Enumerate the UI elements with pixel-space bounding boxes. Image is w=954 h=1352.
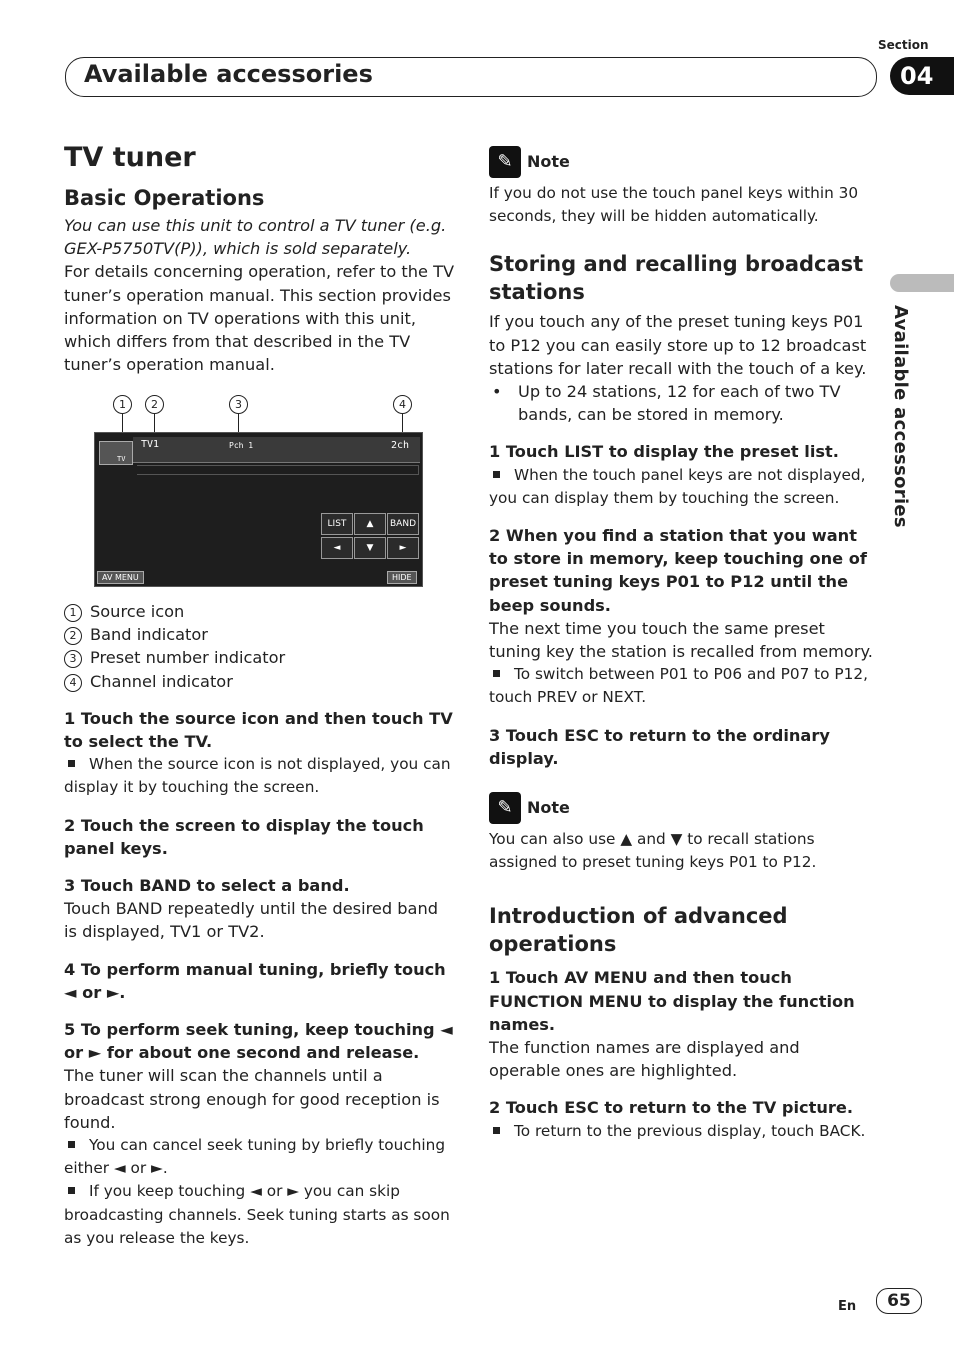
section-number: 04 — [890, 57, 954, 95]
pencil-note-icon: ✎ — [489, 792, 521, 824]
adv-step-2: 2 Touch ESC to return to the TV picture. — [489, 1098, 853, 1118]
step-2: 2 Touch the screen to display the touch panel keys. — [64, 815, 424, 858]
legend-item: 1 Source icon — [64, 600, 456, 623]
down-button: ▼ — [354, 537, 386, 559]
callout-1: 1 — [113, 395, 132, 414]
step-1-note: When the source icon is not displayed, you can display it by touching the screen. — [64, 755, 451, 797]
step-5-body: The tuner will scan the channels until a broadcast strong enough for good reception is found. — [64, 1066, 440, 1132]
intro-italic: You can use this unit to control a TV tuner (e.g. GEX-P5750TV(P)), which is sold separately. — [64, 216, 447, 259]
adv-step-1-body: The function names are displayed and operable ones are highlighted. — [489, 1038, 800, 1081]
step-5-note-2: If you keep touching ◄ or ► you can skip broadcasting channels. Seek tuning starts as soon as you release the keys. — [64, 1182, 450, 1247]
left-button: ◄ — [321, 537, 353, 559]
callout-4: 4 — [393, 395, 412, 414]
store-step-3: 3 Touch ESC to return to the ordinary display. — [489, 725, 830, 768]
figure-top-bar — [133, 437, 420, 463]
storing-bullet: • Up to 24 stations, 12 for each of two TV bands, can be stored in memory. — [492, 382, 841, 425]
page-number: 65 — [876, 1288, 922, 1314]
legend-item: 4 Channel indicator — [64, 670, 456, 693]
preset-indicator: Pch 1 — [229, 441, 254, 450]
channel-indicator: 2ch — [391, 440, 410, 451]
tv-tuner-title: TV tuner — [64, 142, 196, 173]
step-4: 4 To perform manual tuning, briefly touch ◄ or ►. — [64, 959, 446, 1002]
callout-3: 3 — [229, 395, 248, 414]
storing-heading: Storing and recalling broadcast stations — [489, 252, 864, 305]
note-2-text: You can also use ▲ and ▼ to recall stations assigned to preset tuning keys P01 to P12. — [489, 830, 817, 872]
source-label: TV — [117, 455, 126, 463]
advanced-heading: Introduction of advanced operations — [489, 904, 788, 957]
adv-step-1: 1 Touch AV MENU and then touch FUNCTION MENU to display the function names. — [489, 968, 855, 1034]
tv-screen-figure — [94, 432, 423, 587]
section-label: Section — [878, 38, 929, 52]
list-button: LIST — [321, 513, 353, 535]
right-button: ► — [387, 537, 419, 559]
step-5-note-1: You can cancel seek tuning by briefly touching either ◄ or ►. — [64, 1136, 446, 1178]
note-heading-2: ✎ Note — [489, 792, 874, 824]
hide-button: HIDE — [387, 571, 417, 584]
figure-info-bar — [137, 465, 419, 475]
store-step-2-note: To switch between P01 to P06 and P07 to P12, touch PREV or NEXT. — [489, 665, 868, 707]
source-icon — [99, 441, 133, 465]
basic-operations-heading: Basic Operations — [64, 186, 265, 210]
av-menu-button: AV MENU — [97, 571, 144, 584]
legend-item: 2 Band indicator — [64, 623, 456, 646]
legend-item: 3 Preset number indicator — [64, 646, 456, 669]
up-button: ▲ — [354, 513, 386, 535]
store-step-2-body: The next time you touch the same preset tuning key the station is recalled from memory. — [489, 618, 873, 662]
note-1-text: If you do not use the touch panel keys within 30 seconds, they will be hidden automatically. — [489, 184, 859, 226]
band-indicator: TV1 — [141, 439, 160, 450]
step-3-body: Touch BAND repeatedly until the desired band is displayed, TV1 or TV2. — [64, 899, 439, 942]
callout-2: 2 — [145, 395, 164, 414]
note-heading-1: ✎ Note — [489, 146, 874, 178]
intro-text: For details concerning operation, refer to the TV tuner’s operation manual. This section provides information on TV operations with this unit, which differs from that described in the TV tuner’s operation manual. — [64, 262, 455, 375]
right-column — [489, 146, 874, 1143]
side-tab-marker — [890, 274, 954, 292]
step-5: 5 To perform seek tuning, keep touching ◄ or ► for about one second and release. — [64, 1020, 453, 1063]
storing-intro: If you touch any of the preset tuning keys P01 to P12 you can easily store up to 12 broadcast stations for later recall with the touch of a key. — [489, 312, 867, 378]
page-header-title: Available accessories — [84, 60, 373, 88]
step-1: 1 Touch the source icon and then touch TV to select the TV. — [64, 708, 453, 752]
store-step-1: 1 Touch LIST to display the preset list. — [489, 442, 839, 462]
left-column-lower — [64, 600, 456, 1250]
step-3: 3 Touch BAND to select a band. — [64, 876, 350, 896]
language-label: En — [838, 1299, 857, 1314]
side-tab-label: Available accessories — [890, 305, 911, 528]
store-step-1-note: When the touch panel keys are not displayed, you can display them by touching the screen. — [489, 465, 866, 507]
left-column — [64, 142, 456, 376]
pencil-note-icon: ✎ — [489, 146, 521, 178]
band-button: BAND — [387, 513, 419, 535]
adv-step-2-note: To return to the previous display, touch BACK. — [489, 1120, 874, 1143]
store-step-2: 2 When you find a station that you want to store in memory, keep touching one of preset tuning keys P01 to P12 until the beep sounds. — [489, 526, 867, 615]
